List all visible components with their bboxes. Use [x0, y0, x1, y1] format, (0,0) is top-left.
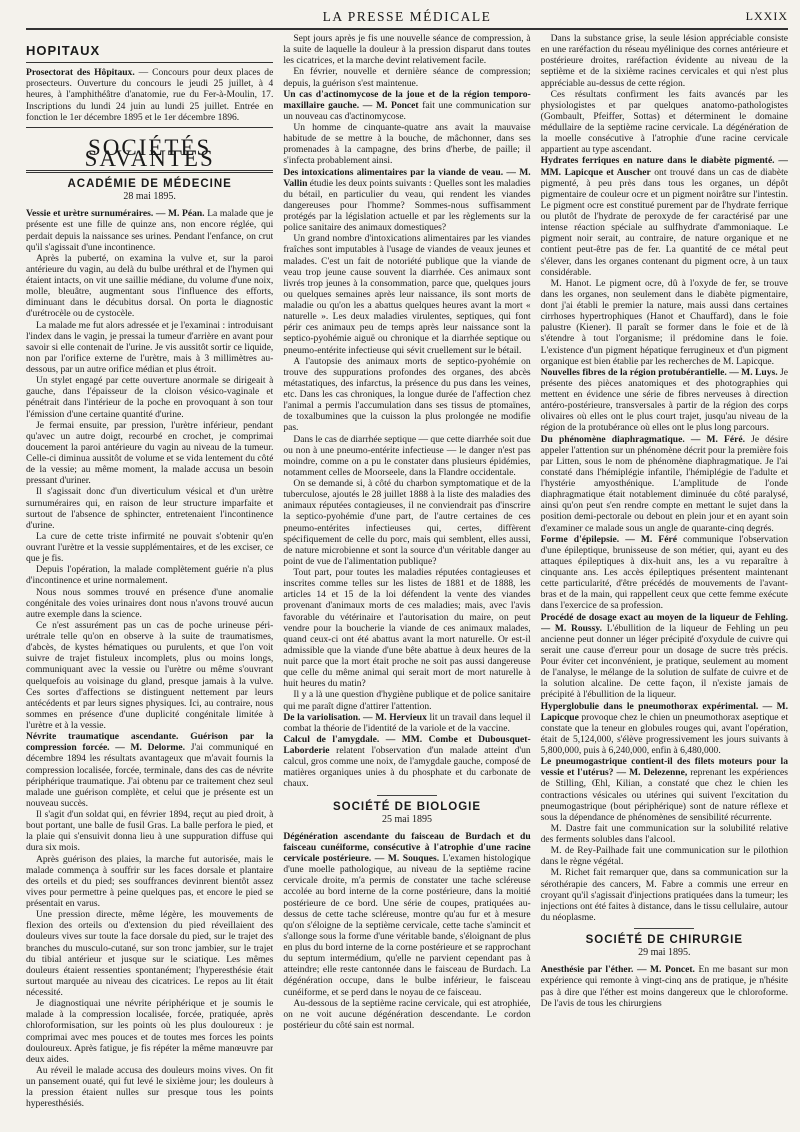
page-number: LXXIX: [745, 9, 788, 23]
running-head: [26, 9, 788, 25]
society-title-academie: ACADÉMIE DE MÉDECINE: [67, 178, 232, 190]
divider: [634, 928, 694, 929]
article-title: Vessie et urètre surnuméraires.: [26, 208, 154, 220]
article-title: Nouvelles fibres de la région protubérantielle.: [540, 366, 727, 378]
paragraph: Un grand nombre d'intoxications alimentaires par les viandes fraîches sont imputables à l'usage de viandes de veaux jeunes et malades. C'est un fait de notoriété publique que la viande de veau trop jeune cause souvent la diarrhée. Ces animaux sont livrés trop jeunes à la consommation, parce que, quelques jours ou quelques semaines après leur naissance, ils sont morts de maladie ou qu'on les a abattus quelques heures avant la mort « naturelle ». Les deux maladies virulentes, septiques, qui font périr ces animaux peu de temps après leur naissance sont la septico-pyohémie aiguë ou chronique et la diarrhée septique ou pneumo-entérite infectieuse qui sévit cruellement sur le bétail.: [283, 233, 531, 356]
article-author: — M. Vallin: [283, 166, 531, 189]
paragraph: M. Hanot. Le pigment ocre, dû à l'oxyde de fer, se trouve dans les organes, non seulement dans le diabète pigmentaire, dont j'ai établi le premier la nature, mais aussi dans certaines cirrhoses hypertrophiques (Hanot et Chauffard), dans le foie palustre (Kiener). Il paraît se former dans le foie et de là s'étendre à tout l'organisme; il prédomine dans le foie. L'existence d'un pigment hépatique ferrugineux et d'un pigment organique est bien établie par les recherches de M. Lapicque.: [540, 277, 788, 367]
article-title: Forme d'épilepsie.: [540, 533, 620, 545]
article-title: Du phénomène diaphragmatique.: [540, 433, 685, 445]
article-author: — M. Delorme.: [109, 742, 186, 754]
article-hyperglobulie: [541, 701, 788, 757]
paragraph: Au-dessous de la septième racine cervicale, qui est atrophiée, on ne voit aucune dégénération descendante. Le cordon postérieur du côté sain est normal.: [283, 997, 531, 1031]
article-prosectorat: [26, 67, 273, 123]
article-epilepsie: [541, 534, 788, 612]
article-author: — M. Péan.: [153, 208, 205, 220]
article-variolisation: [283, 712, 530, 734]
paragraph-pailhade: M. de Rey-Pailhade fait une communication sur le pilothion dans le règne végétal.: [540, 845, 788, 868]
article-text: La malade que je présente est une fille de quinze ans, non encore réglée, qui perdait depuis la naissance ses urines. Pendant l'enfance, on crut qu'il s'agissait d'une incontinence.: [26, 208, 274, 253]
paragraph: La malade me fut alors adressée et je l'examinai : introduisant l'index dans le vagin, je pressai la tumeur d'arrière en avant pour savoir si elle contenait de l'urine. Je vis aussitôt sortir ce liquide, non par l'orifice externe de l'urètre, mais à 3 millimètres au-dessous, par un autre orifice médian et plus étroit.: [26, 319, 274, 375]
article-text: Je présente des pièces anatomiques et des photographies qui mettent en évidence une série de fibres nerveuses à direction antéro-postérieure, transversales à partir de la région des corps olivaires où elles ont le plus court trajet, jusqu'au niveau de la région de la protubérance où elles ont le plus long parcours.: [540, 366, 788, 434]
article-text: — Concours pour deux places de prosecteurs. Ouverture du concours le jeudi 25 juillet, à 4 heures, à l'amphithéâtre d'anatomie, rue du Fer-à-Moulin, 17. Inscriptions du lundi 24 juin au lundi 25 juillet. Entrée en fonction le 1er décembre 1895 et le 1er décembre 1896.: [26, 67, 274, 123]
article-author: — M. Poncet: [359, 99, 419, 111]
article-text: provoque chez le chien un pneumothorax aseptique et constate que la teneur en globules rouges qui, avant l'opération, était de 5,124,000, s'élève progressivement les jours suivants à 5,800,000, puis à 6,240,000, enfin à 6,480,000.: [540, 711, 788, 756]
article-fibres: [541, 367, 788, 434]
article-text: lit un travail dans lequel il combat la théorie de l'identité de la variole et de la vaccine.: [283, 711, 531, 734]
journal-title: LA PRESSE MÉDICALE: [322, 9, 492, 24]
paragraph: Sept jours après je fis une nouvelle séance de compression, à la suite de laquelle la douleur à la pression disparut dans toutes les cicatrices, et la marche devint relativement facile.: [283, 33, 531, 67]
section-title-hopitaux: HOPITAUX: [26, 43, 101, 58]
article-title: Prosectorat des Hôpitaux.: [26, 67, 135, 79]
column-1: [26, 33, 273, 1126]
article-amygdale: [283, 734, 530, 790]
article-title: Un cas d'actinomycose de la joue et de la région temporo-maxillaire gauche.: [283, 88, 531, 111]
article-text: relatent l'observation d'un malade atteint d'un calcul, gros comme une noix, de l'amygdale gauche, composé de matières organiques unies à du phosphate et du carbonate de chaux.: [283, 745, 531, 790]
article-text: fait une communication sur un nouveau cas d'actinomycose.: [283, 99, 531, 122]
article-author: — M. Lapicque: [540, 700, 788, 723]
session-date: 28 mai 1895.: [123, 191, 176, 203]
article-text: L'examen histologique d'une moelle pathologique, au niveau de la septième racine cervicale droite, m'a permis de constater une tache scléreuse accolée au bord interne de la corne postérieure, dans la moitié postérieure de ce bord. Une série de coupes, pratiquées au-dessus de cette tache scléreuse, montre qu'au fur et à mesure qu'on s'éloigne de la septième cervicale, cette tache s'amincit et s'allonge sous la forme d'une véritable bande, s'éloignant de plus en plus du bord interne de la corne postérieure et se rapprochant du septum intermédium, qu'elle ne parvient cependant pas à atteindre; elle reste cantonnée dans le faisceau de Burdach. La dégénération occupe, dans le bulbe inférieur, le faisceau cunéiforme, et se perd dans le noyau de ce faisceau.: [283, 853, 531, 998]
divider: [26, 62, 273, 63]
article-author: — M. Roussy.: [540, 622, 602, 634]
article-author: — M. Hervieux: [360, 711, 427, 723]
session-date: 25 mai 1895: [381, 813, 432, 825]
article-title: Calcul de l'amygdale.: [283, 733, 380, 745]
article-title: Névrite traumatique ascendante. Guérison par la compression forcée.: [26, 731, 274, 754]
paragraph: Après la puberté, on examina la vulve et, sur la paroi antérieure du vagin, au delà du bulbe uréthral et de l'hymen qui étaient intacts, on vit une saillie médiane, du volume d'une noix, molle, bleuâtre, augmentant sous l'influence des efforts, diminuant dans le décubitus dorsal. On porta le diagnostic d'urétrocèle ou de cystocèle.: [26, 252, 274, 320]
paragraph: On se demande si, à côté du charbon symptomatique et de la tuberculose, ajoutés le 28 juillet 1888 à la liste des maladies des animaux réputées contagieuses, il ne conviendrait pas d'inscrire la septico-pyohémie d'une part, de l'autre certaines de ces pneumo-entérites infectieuses qui, certes, diffèrent spécifiquement de celle du porc, mais qui semblent, elles aussi, de nature microbienne et sont la source d'un véritable danger au point de vue de l'alimentation publique?: [283, 478, 531, 567]
paragraph: Dans le cas de diarrhée septique — que cette diarrhée soit due ou non à une pneumo-entérite infectieuse — le danger n'est pas moindre, comme on a pu le constater dans plusieurs épidémies, notamment celles de Moorseele, dans la Flandre occidentale.: [283, 433, 531, 478]
article-pneumogastrique: [541, 756, 788, 823]
article-author: — M. Féré: [619, 533, 677, 545]
article-nevrite: [26, 731, 273, 809]
paragraph: Ce n'est assurément pas un cas de poche urineuse péri-urétrale telle qu'on en observe à la suite de traumatismes, d'abcès, de kystes hématiques ou purulents, et que l'on voit suivre de trajet fistuleux incomplets, plus ou moins longs, communiquant avec la vessie ou l'urètre ou même s'ouvrant quelquefois au voisinage du gland, presque jamais à la vulve. Ces sortes d'affections se distinguent nettement par leurs antécédents et par leurs signes physiques. Ici, au contraire, nous sommes en présence d'une duplicité congénitale limitée à l'urètre et à la vessie.: [26, 619, 274, 731]
article-author: — MM. Lapicque et Auscher: [540, 155, 788, 178]
article-author: — MM. Combe et Dubousquet-Laborderie: [283, 733, 531, 756]
paragraph: Tout part, pour toutes les maladies réputées contagieuses et inscrites comme telles sur les listes de 1881 et de 1888, les articles 14 et 15 de la loi défendent la vente des viandes provenant d'animaux morts de ces maladies; mais, avec l'avis favorable du vétérinaire et l'autorisation du maire, on peut vendre pour la boucherie la viande de ces animaux malades, quand ceux-ci ont été abattus avant la mort naturelle. Or est-il admissible que la viande d'une bête abattue à deux heures de la nuit parce que la mort était proche ne soit pas aussi dangereuse que celle du même animal qui serait mort de mort naturelle à huit heures du matin?: [283, 567, 531, 690]
paragraph: Nous nous sommes trouvé en présence d'une anomalie congénitale des voies urinaires dont nous n'avons trouvé aucun autre exemple dans la science.: [26, 586, 274, 620]
article-author: — M. Souques.: [371, 853, 440, 864]
article-actinomycose: [283, 89, 530, 122]
article-text: Je désire appeler l'attention sur un phénomène décrit pour la première fois par Litten, sous le nom de phénomène diaphragmatique. Je l'ai constaté dans l'hémiplégie infantile, l'hémiplégie de l'adulte et l'hystérie amyosthénique. L'amplitude de l'onde diaphragmatique était notablement diminuée du côté paralysé, ainsi qu'on peut s'en rendre compte en mettant le sujet dans la position demi-pectorale ou debout en plein jour et en ayant soin d'examiner ce malade sous un angle de quarante-cinq degrés.: [540, 433, 788, 534]
article-title: Des intoxications alimentaires par la viande de veau.: [283, 166, 504, 178]
session-date: 29 mai 1895.: [638, 947, 691, 959]
article-title: Anesthésie par l'éther.: [540, 964, 634, 976]
paragraph-dastre: M. Dastre fait une communication sur la solubilité relative des ferments solubles dans l'alcool.: [540, 822, 788, 845]
paragraph: Une pression directe, même légère, les mouvements de flexion des orteils ou d'extension du pied réveillaient des douleurs vives sur toute la face dorsale du pied, sur le trajet des branches du musculo-cutané, sur son tronc jambier, sur le trajet du tibial antérieur et jusque sur le sciatique. Les mêmes douleurs étaient ressenties spontanément; l'hyperesthésie était surtout marquée au niveau des cicatrices. Le repos au lit était nécessité.: [26, 909, 274, 998]
paragraph: Dans la substance grise, la seule lésion appréciable consiste en une raréfaction du réseau myélinique des cornes antérieure et postérieure droites, raréfaction évidente au niveau de la septième et de la sixième racines cervicales et qui n'est plus appréciable au-dessus de cette région.: [540, 33, 788, 89]
paragraph: Au réveil le malade accusa des douleurs moins vives. On fit un pansement ouaté, qui fut levé le sixième jour; les douleurs à la pression étaient nulles sur presque tous les points hyperesthésiés.: [26, 1064, 274, 1110]
society-title-chirurgie: SOCIÉTÉ DE CHIRURGIE: [585, 934, 744, 946]
article-author: — M. Luys.: [726, 366, 778, 378]
article-dosage: [541, 612, 788, 701]
article-title: Hydrates ferriques en nature dans le diabète pigmenté.: [540, 155, 775, 167]
paragraph: Un stylet engagé par cette ouverture anormale se dirigeait à gauche, dans l'épaisseur de la cloison vésico-vaginale et pénétrait dans l'intérieur de la poche en provoquant à son tour l'émission d'une certaine quantité d'urine.: [26, 375, 274, 420]
paragraph: A l'autopsie des animaux morts de septico-pyohémie on trouve des suppurations profondes des organes, des abcès métastatiques, des infarctus, la présence du pus dans les veines, etc. Dans les cas chroniques, la longue durée de l'affection chez l'animal a permis l'accumulation dans ses tissus de ptomaïnes, de toxalbumines que la cuisson la plus prolongée ne modifie pas.: [283, 355, 531, 434]
column-2: [283, 33, 530, 1126]
article-title: Procédé de dosage exact au moyen de la liqueur de Fehling.: [540, 611, 788, 623]
article-intoxications: [283, 167, 530, 234]
paragraph: Il s'agissait donc d'un diverticulum vésical et d'un urètre surnuméraires qui, en raison de leur structure imparfaite et surtout de l'absence de sphincter, entretenaient l'incontinence d'urine.: [26, 486, 274, 531]
article-title: De la variolisation.: [283, 711, 361, 723]
article-title: Dégénération ascendante du faisceau de Burdach et du faisceau cunéiforme, consécutive à l'atrophie d'une racine cervicale postérieure.: [283, 830, 531, 864]
article-vessie: [26, 208, 273, 253]
column-3: [541, 33, 788, 1126]
society-title-biologie: SOCIÉTÉ DE BIOLOGIE: [332, 800, 482, 813]
article-text: L'ébullition de la liqueur de Fehling un peu ancienne peut donner un léger précipité d'oxydule de cuivre qui serait une cause d'erreur pour un dosage de sucre très précis. Pour éviter cet inconvénient, je pratique, seulement au moment de l'analyse, le mélange de la solution de sulfate de cuivre et de la solution alcaline. De cette façon, il n'existe jamais de précipité à l'ébullition de la liqueur.: [540, 622, 788, 701]
columns: [26, 33, 788, 1126]
section-title-societes-savantes: SOCIÉTÉS SAVANTES: [84, 134, 215, 171]
article-text: étudie les deux points suivants : Quelles sont les maladies du bétail, en particulier du veau, qui rendent les viandes dangereuses pour l'homme? Sommes-nous suffisamment protégés par la législation actuelle et par les règlements sur la police sanitaire des animaux domestiques?: [283, 177, 531, 234]
header-rule: [26, 28, 788, 30]
paragraph: Après guérison des plaies, la marche fut autorisée, mais le malade commença à souffrir sur les faces dorsale et plantaire des orteils et du pied; ses souffrances devinrent bientôt assez vives pour permettre à peine quelques pas, et encore le pied se présentait en varus.: [26, 853, 274, 909]
article-hydrates: [541, 155, 788, 277]
article-title: Le pneumogastrique contient-il des filets moteurs pour la vessie et l'utérus?: [540, 756, 788, 779]
article-text: ont trouvé dans un cas de diabète pigmenté, à peu près dans tous les organes, un dépôt pigmentaire de couleur ocre et un pigment noirâtre sur l'intestin. Le pigment ocre est constitué purement par de l'hydrate ferrique ou plutôt de l'hydrate de peroxyde de fer caractérisé par une intense réaction spéciale au sulfhydrate d'ammoniaque. Le pigment noir serait, au contraire, de nature organique et ne contient peut-être pas de fer. La quantité de ce métal peut s'élever, dans les organes contenant du pigment ocre, à un taux considérable.: [540, 166, 788, 278]
paragraph: Depuis l'opération, la malade complètement guérie n'a plus d'incontinence et urine normalement.: [26, 564, 274, 587]
article-phenomene: [541, 434, 788, 534]
paragraph: La cure de cette triste infirmité ne pouvait s'obtenir qu'en ouvrant l'urètre et la vessie supplémentaires, et de les exciser, ce que je fis.: [26, 530, 274, 565]
article-author: — M. Féré.: [684, 433, 745, 445]
article-degeneration: [283, 831, 530, 998]
paragraph: Ces résultats confirment les faits avancés par les physiologistes et par quelques anatomo-pathologistes (Gombault, Pfeiffer, Sottas) et déterminent le domaine médullaire de la septième racine cervicale. La dégénération de la moelle consécutive à l'atrophie d'une racine cervicale appartient au type ascendant.: [540, 88, 788, 156]
article-text: En me basant sur mon expérience qui remonte à vingt-cinq ans de pratique, je n'hésite pas à dire que l'éther est moins dangereux que le chloroforme. De l'avis de tous les chirurgiens: [540, 964, 788, 1009]
article-author: — M. Poncet.: [633, 964, 695, 976]
divider: [26, 127, 273, 128]
paragraph: Je fermai ensuite, par pression, l'urètre inférieur, pendant qu'avec un autre doigt, recourbé en crochet, je comprimai doucement la paroi antérieure du vagin au niveau de la tumeur. Celle-ci diminua aussitôt de volume et se vida lentement du côté de la vessie; au même moment, la malade accusa un besoin pressant d'uriner.: [26, 419, 274, 487]
paragraph-richet: M. Richet fait remarquer que, dans sa communication sur la sérothérapie des cancers, M. Fabre a commis une erreur en croyant qu'il s'agissait d'injections pratiquées dans la tumeur; les injections ont été faites à distance, dans le tissu cellulaire, autour du néoplasme.: [540, 867, 788, 923]
paragraph: Un homme de cinquante-quatre ans avait la mauvaise habitude de se mettre à la bouche, de mâchonner, dans ses promenades à la campagne, des brins d'herbe, de paille; il s'infecta probablement ainsi.: [283, 122, 531, 167]
article-text: reprenant les expériences de Stilling, Œhl, Kilian, a constaté que chez le chien les contractions vésicales ou utérines qui suivent l'excitation du pneumogastrique (bout périphérique) sont de nature réflexe et sous la dépendance de phénomènes de sensibilité récurrente.: [540, 767, 788, 823]
article-text: communique l'observation d'une épileptique, brunisseuse de son métier, qui, ayant eu des attaques épileptiques à dix-huit ans, les a vu reparaître à cinquante ans. Les accès épileptiques présentent maintenant cette particularité, d'être précédés de mouvements de l'avant-bras et de la main, qui rappellent ceux que cette femme exécute dans l'exercice de sa profession.: [540, 533, 788, 612]
paragraph: Je diagnostiquai une névrite périphérique et je soumis le malade à la compression localisée, forcée, pratiquée, après chloroformisation, sur les points où les plus douloureux : je comprimai avec mes pouces et de toutes mes forces les points douloureux. Après fatigue, je fis répéter la même manœuvre par deux aides.: [26, 998, 274, 1065]
paragraph: Il y a là une question d'hygiène publique et de police sanitaire qui me paraît digne d'attirer l'attention.: [283, 689, 531, 712]
article-author: — M. Delezenne,: [613, 767, 688, 779]
article-title: Hyperglobulie dans le pneumothorax expérimental.: [540, 700, 759, 712]
paragraph: En février, nouvelle et dernière séance de compression; depuis, la guérison s'est maintenue.: [283, 66, 531, 89]
divider: [377, 795, 437, 796]
paragraph: Il s'agit d'un soldat qui, en février 1894, reçut au pied droit, à bout portant, une balle de fusil Gras. La balle perfora le pied, et la plaie qui s'ensuivit donna lieu à une suppuration diffuse qui dura six mois.: [26, 809, 274, 854]
article-text: J'ai communiqué en décembre 1894 les résultats avantageux que m'avait fournis la compression localisée, forcée, terminale, dans des cas de névrite périphérique traumatique. J'ai obtenu par ce traitement chez seul malade une guérison complète, et celui que je présente est un nouveau succès.: [26, 742, 274, 809]
article-anesthesie: [541, 964, 788, 1009]
